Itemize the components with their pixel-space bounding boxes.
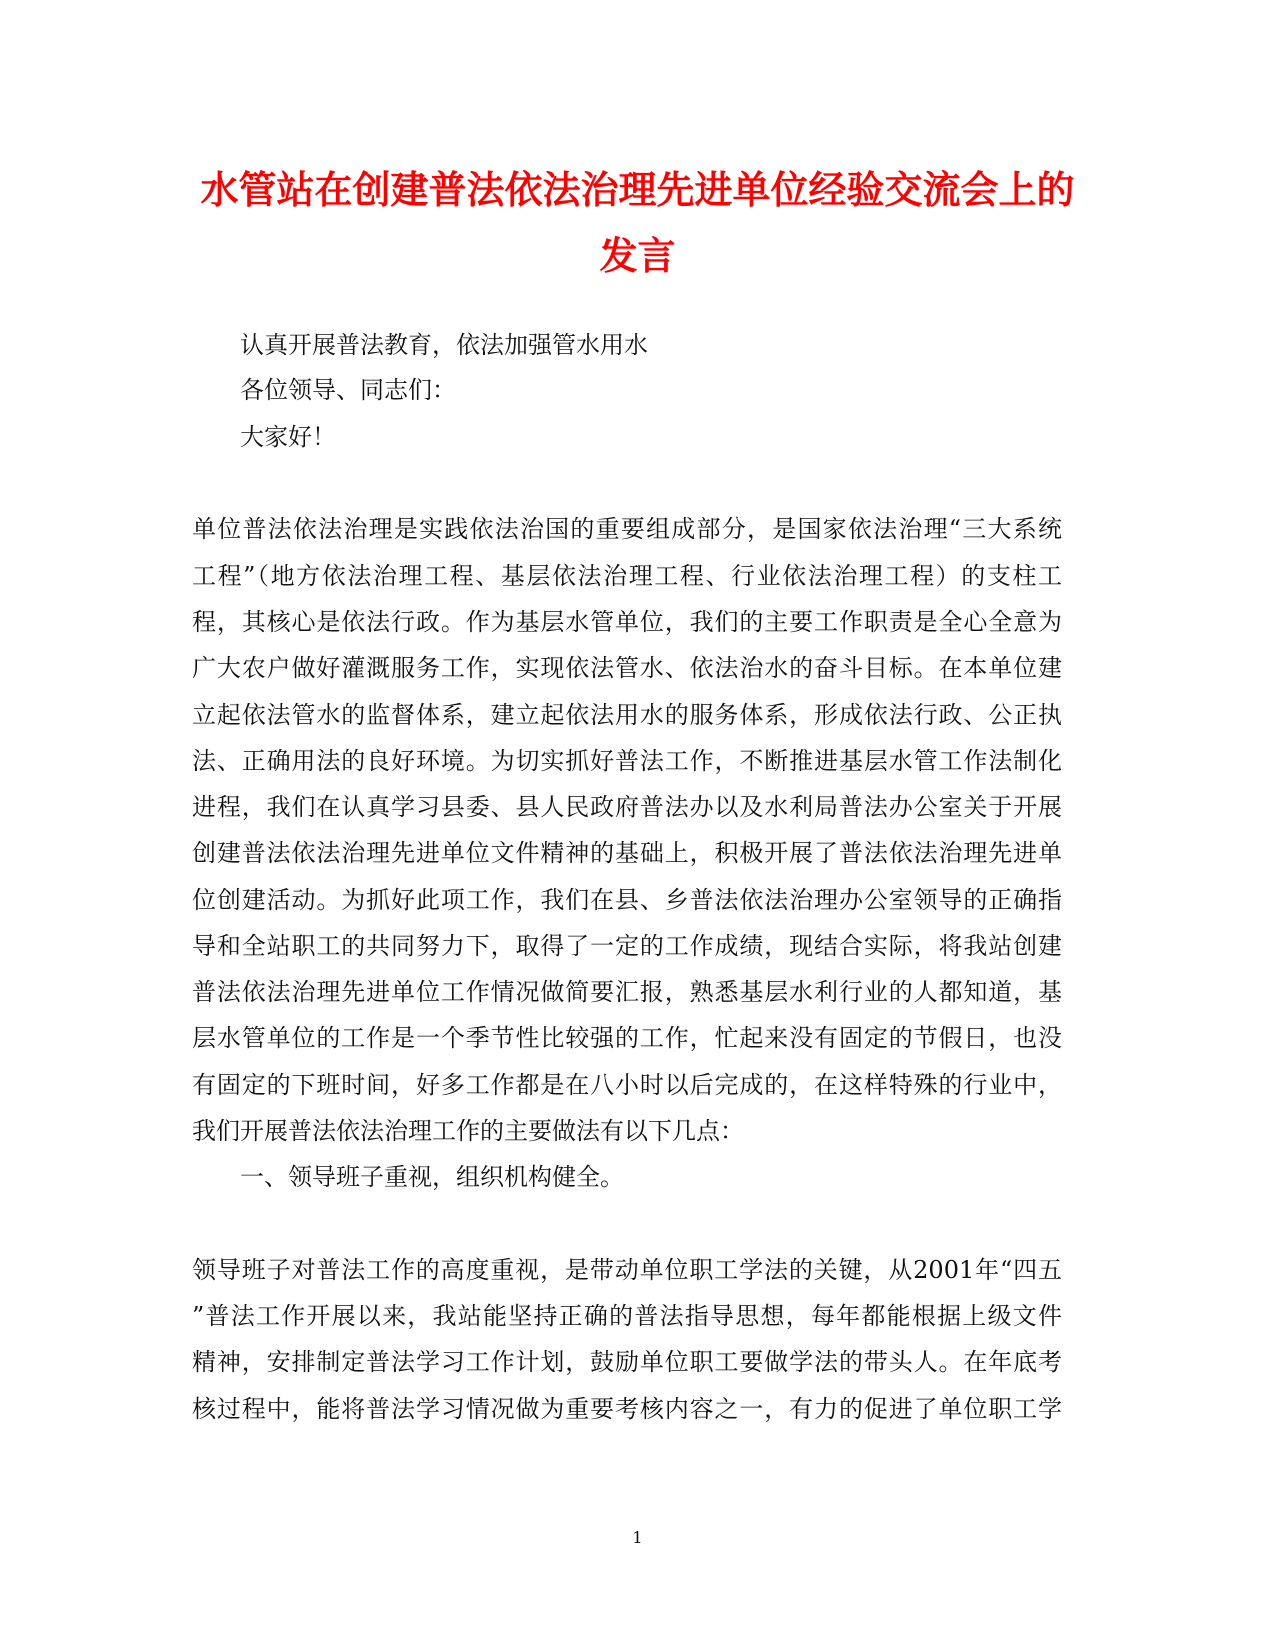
paragraph1-line: 广大农户做好灌溉服务工作，实现依法管水、依法治水的奋斗目标。在本单位建 [192, 654, 1062, 682]
salutation: 各位领导、同志们： [240, 376, 456, 404]
document-title-line1: 水管站在创建普法依法治理先进单位经验交流会上的 [200, 167, 1075, 212]
paragraph1-line: 有固定的下班时间，好多工作都是在八小时以后完成的，在这样特殊的行业中， [192, 1071, 1062, 1099]
paragraph2-line: 领导班子对普法工作的高度重视，是带动单位职工学法的关键，从2001年“四五 [192, 1256, 1062, 1284]
paragraph2-line: 精神，安排制定普法学习工作计划，鼓励单位职工要做学法的带头人。在年底考 [192, 1348, 1062, 1376]
paragraph1-line: 我们开展普法依法治理工作的主要做法有以下几点： [192, 1117, 744, 1145]
paragraph1-line: 立起依法管水的监督体系，建立起依法用水的服务体系，形成依法行政、公正执 [192, 701, 1062, 729]
paragraph1-line: 程，其核心是依法行政。作为基层水管单位，我们的主要工作职责是全心全意为 [192, 608, 1062, 636]
paragraph1-line: 层水管单位的工作是一个季节性比较强的工作，忙起来没有固定的节假日，也没 [192, 1024, 1062, 1052]
subtitle: 认真开展普法教育，依法加强管水用水 [240, 331, 648, 359]
greeting: 大家好！ [240, 423, 336, 451]
paragraph2-line: 核过程中，能将普法学习情况做为重要考核内容之一，有力的促进了单位职工学 [192, 1395, 1062, 1423]
paragraph1-line: 进程，我们在认真学习县委、县人民政府普法办以及水利局普法办公室关于开展 [192, 793, 1062, 821]
paragraph1-line: 位创建活动。为抓好此项工作，我们在县、乡普法依法治理办公室领导的正确指 [192, 886, 1062, 914]
paragraph1-line: 法、正确用法的良好环境。为切实抓好普法工作，不断推进基层水管工作法制化 [192, 747, 1062, 775]
paragraph1-line: 单位普法依法治理是实践依法治国的重要组成部分，是国家依法治理“三大系统 [192, 515, 1062, 543]
paragraph1-line: 导和全站职工的共同努力下，取得了一定的工作成绩，现结合实际，将我站创建 [192, 932, 1062, 960]
section1-heading: 一、领导班子重视，组织机构健全。 [240, 1163, 624, 1191]
paragraph2-line: ”普法工作开展以来，我站能坚持正确的普法指导思想，每年都能根据上级文件 [192, 1302, 1062, 1330]
page-number: 1 [632, 1528, 643, 1547]
paragraph1-line: 工程”（地方依法治理工程、基层依法治理工程、行业依法治理工程）的支柱工 [192, 562, 1062, 590]
document-title-line2: 发言 [599, 233, 676, 278]
paragraph1-line: 普法依法治理先进单位工作情况做简要汇报，熟悉基层水利行业的人都知道，基 [192, 978, 1062, 1006]
paragraph1-line: 创建普法依法治理先进单位文件精神的基础上，积极开展了普法依法治理先进单 [192, 839, 1062, 867]
